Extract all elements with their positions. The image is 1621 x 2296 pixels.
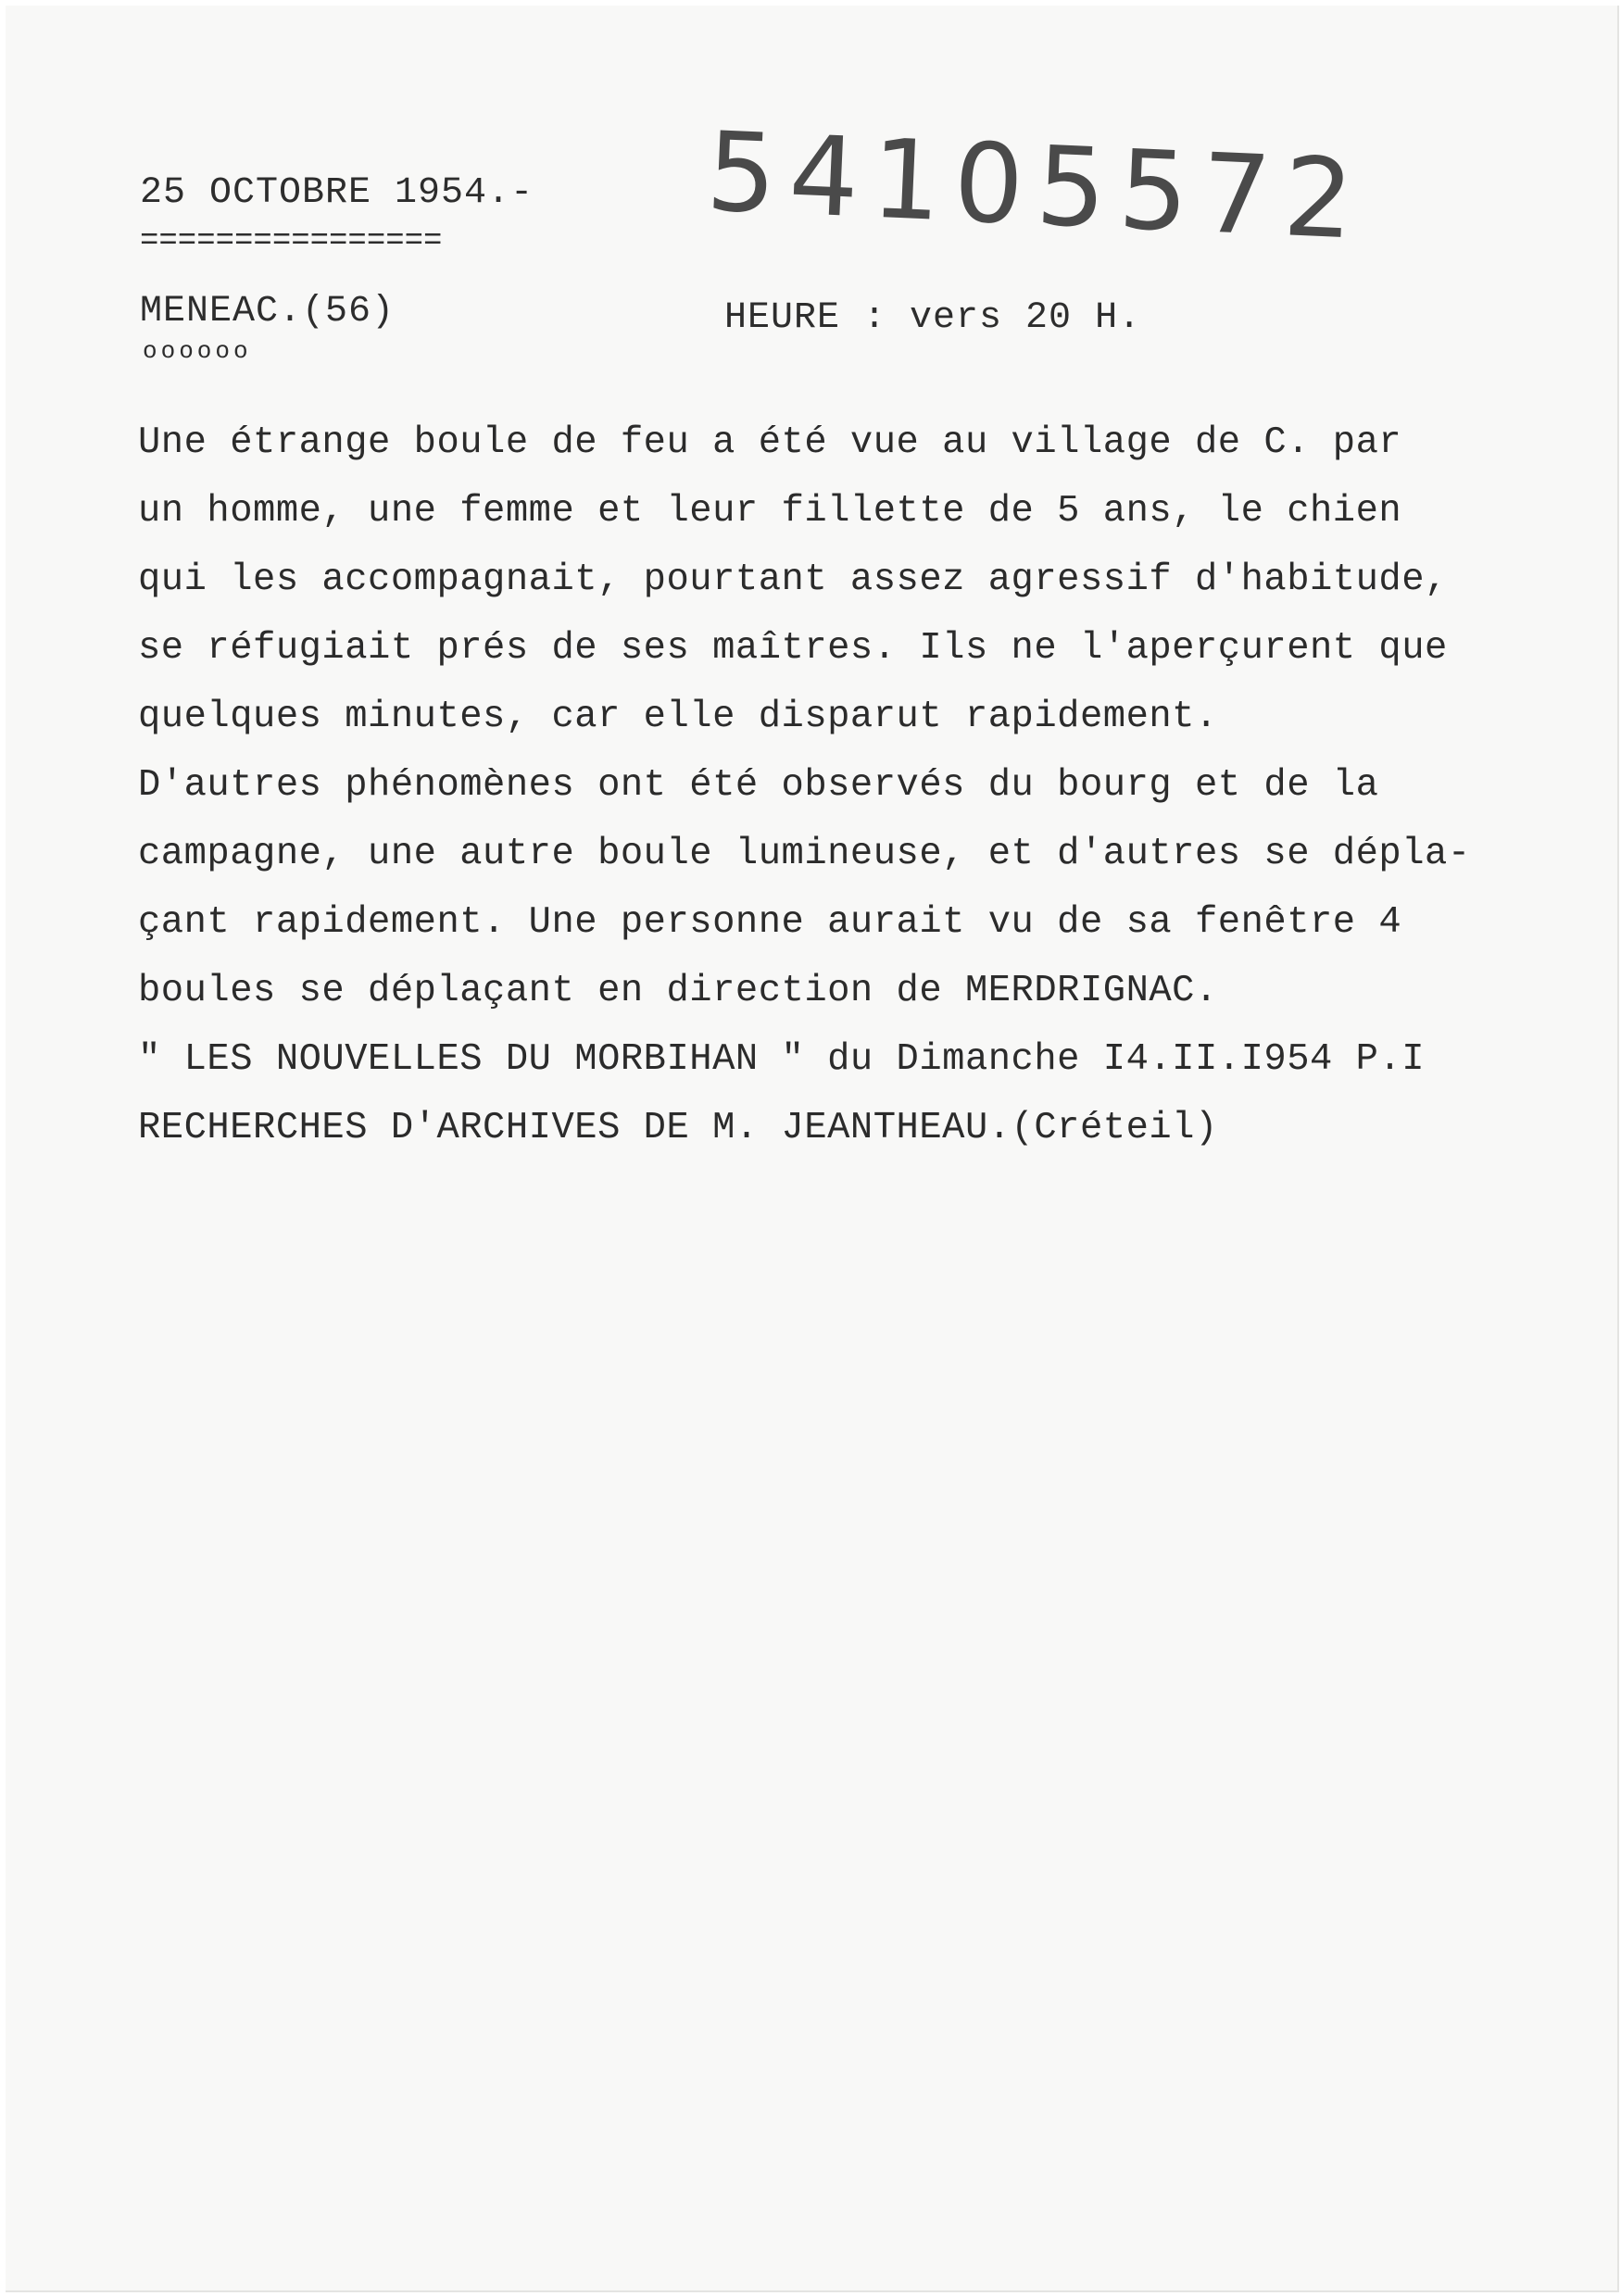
body-line: campagne, une autre boule lumineuse, et d'autres se dépla- [138,833,1471,875]
source-citation: " LES NOUVELLES DU MORBIHAN " du Dimanche I4.II.I954 P.I [138,1038,1426,1081]
date-underline: ================ [140,224,443,259]
body-line: boules se déplaçant en direction de MERDRIGNAC. [138,970,1218,1012]
body-line: quelques minutes, car elle disparut rapidement. [138,696,1218,738]
body-line: çant rapidement. Une personne aurait vu de sa fenêtre 4 [138,901,1402,944]
body-line: un homme, une femme et leur fillette de 5 ans, le chien [138,490,1402,533]
report-hour: HEURE : vers 20 H. [724,297,1142,339]
body-line: se réfugiait prés de ses maîtres. Ils ne l'aperçurent que [138,627,1448,670]
document-sheet [6,6,1619,2292]
report-date: 25 OCTOBRE 1954.- [140,172,534,214]
place-underline: oooooo [143,337,252,365]
report-place: MENEAC.(56) [140,291,396,332]
archive-credit: RECHERCHES D'ARCHIVES DE M. JEANTHEAU.(Créteil) [138,1107,1218,1149]
body-line: D'autres phénomènes ont été observés du bourg et de la [138,764,1379,807]
body-line: Une étrange boule de feu a été vue au village de C. par [138,421,1402,464]
report-body [138,408,1471,1162]
body-line: qui les accompagnait, pourtant assez agressif d'habitude, [138,558,1448,601]
archive-number-stamp: 54105572 [703,107,1369,264]
